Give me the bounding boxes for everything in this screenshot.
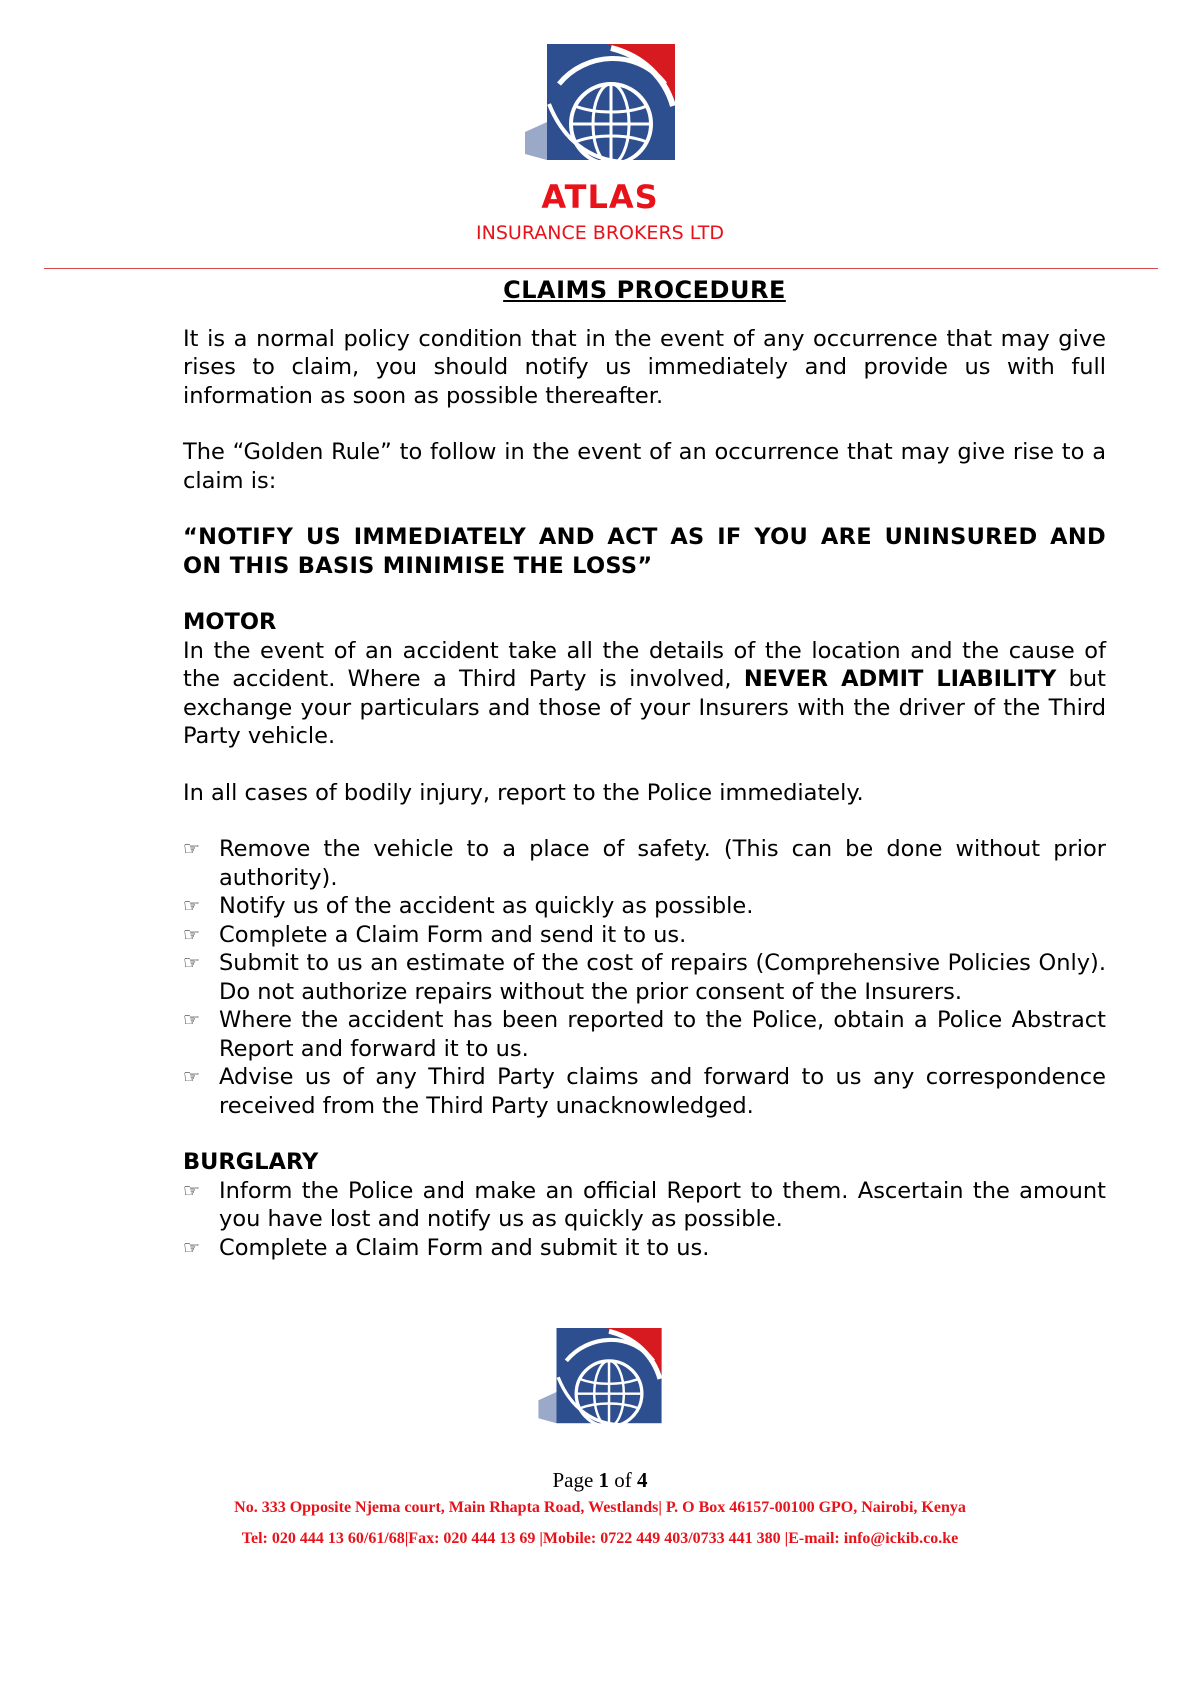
golden-rule-intro: The “Golden Rule” to follow in the event of an occurrence that may give rise to a claim is:	[183, 439, 1106, 494]
motor-heading: MOTOR	[183, 609, 277, 635]
document-body	[183, 274, 1106, 1290]
list-item: ☞ Where the accident has been reported to the Police, obtain a Police Abstract Report and forward it to us.	[183, 1007, 1106, 1062]
motor-steps-list	[183, 835, 1106, 1120]
atlas-globe-logo	[525, 44, 675, 178]
list-item: ☞ Complete a Claim Form and submit it to us.	[183, 1234, 710, 1261]
header-divider	[44, 268, 1158, 269]
intro-paragraph: It is a normal policy condition that in the event of any occurrence that may give rises to claim, you should notify us immediately and provide us with full information as soon as possible thereafter.	[183, 325, 1106, 409]
pointing-hand-icon: ☞	[183, 895, 201, 917]
pointing-hand-icon: ☞	[183, 1236, 201, 1259]
pointing-hand-icon: ☞	[183, 1009, 201, 1031]
burglary-heading: BURGLARY	[183, 1149, 319, 1175]
page-number: Page 1 of 4	[552, 1468, 648, 1492]
footer-contacts: Tel: 020 444 13 60/61/68|Fax: 020 444 13 69 |Mobile: 0722 449 403/0733 441 380 |E-mail: info@ickib.co.ke	[241, 1530, 959, 1547]
brand-subtitle: INSURANCE BROKERS LTD	[476, 222, 724, 244]
never-admit-liability: NEVER ADMIT LIABILITY	[743, 666, 1057, 692]
list-item: ☞ Submit to us an estimate of the cost of repairs (Comprehensive Policies Only). Do not authorize repairs without the prior consent of the Insurers.	[183, 950, 1106, 1005]
list-item: ☞ Notify us of the accident as quickly as possible.	[183, 893, 754, 919]
pointing-hand-icon: ☞	[183, 923, 201, 946]
motor-text-a: In the event of an accident take all the details of the location and the cause of the accident. Where a Third Party is involved,	[183, 637, 1106, 692]
pointing-hand-icon: ☞	[183, 1179, 201, 1202]
list-item: ☞ Complete a Claim Form and send it to us.	[183, 921, 687, 948]
motor-paragraph	[183, 637, 1106, 751]
golden-rule: “NOTIFY US IMMEDIATELY AND ACT AS IF YOU ARE UNINSURED AND ON THIS BASIS MINIMISE THE LOSS”	[183, 524, 1106, 579]
atlas-globe-logo-footer	[538, 1328, 662, 1438]
pointing-hand-icon: ☞	[183, 1066, 201, 1088]
list-item: ☞ Advise us of any Third Party claims and forward to us any correspondence received from the Third Party unacknowledged.	[183, 1064, 1106, 1119]
motor-text-b: but exchange your particulars and those of your Insurers with the driver of the Third Party vehicle.	[183, 666, 1106, 749]
burglary-steps-list	[183, 1177, 1106, 1263]
brand-name: ATLAS	[541, 178, 659, 216]
list-item: ☞ Inform the Police and make an official Report to them. Ascertain the amount you have lost and notify us as quickly as possible.	[183, 1177, 1106, 1232]
list-item: ☞ Remove the vehicle to a place of safety. (This can be done without prior authority).	[183, 836, 1106, 891]
bodily-injury-paragraph: In all cases of bodily injury, report to the Police immediately.	[183, 779, 864, 806]
footer-address: No. 333 Opposite Njema court, Main Rhapta Road, Westlands| P. O Box 46157-00100 GPO, Nairobi, Kenya	[234, 1499, 966, 1516]
pointing-hand-icon: ☞	[183, 838, 201, 860]
page-title: CLAIMS PROCEDURE	[503, 276, 786, 304]
pointing-hand-icon: ☞	[183, 952, 201, 974]
